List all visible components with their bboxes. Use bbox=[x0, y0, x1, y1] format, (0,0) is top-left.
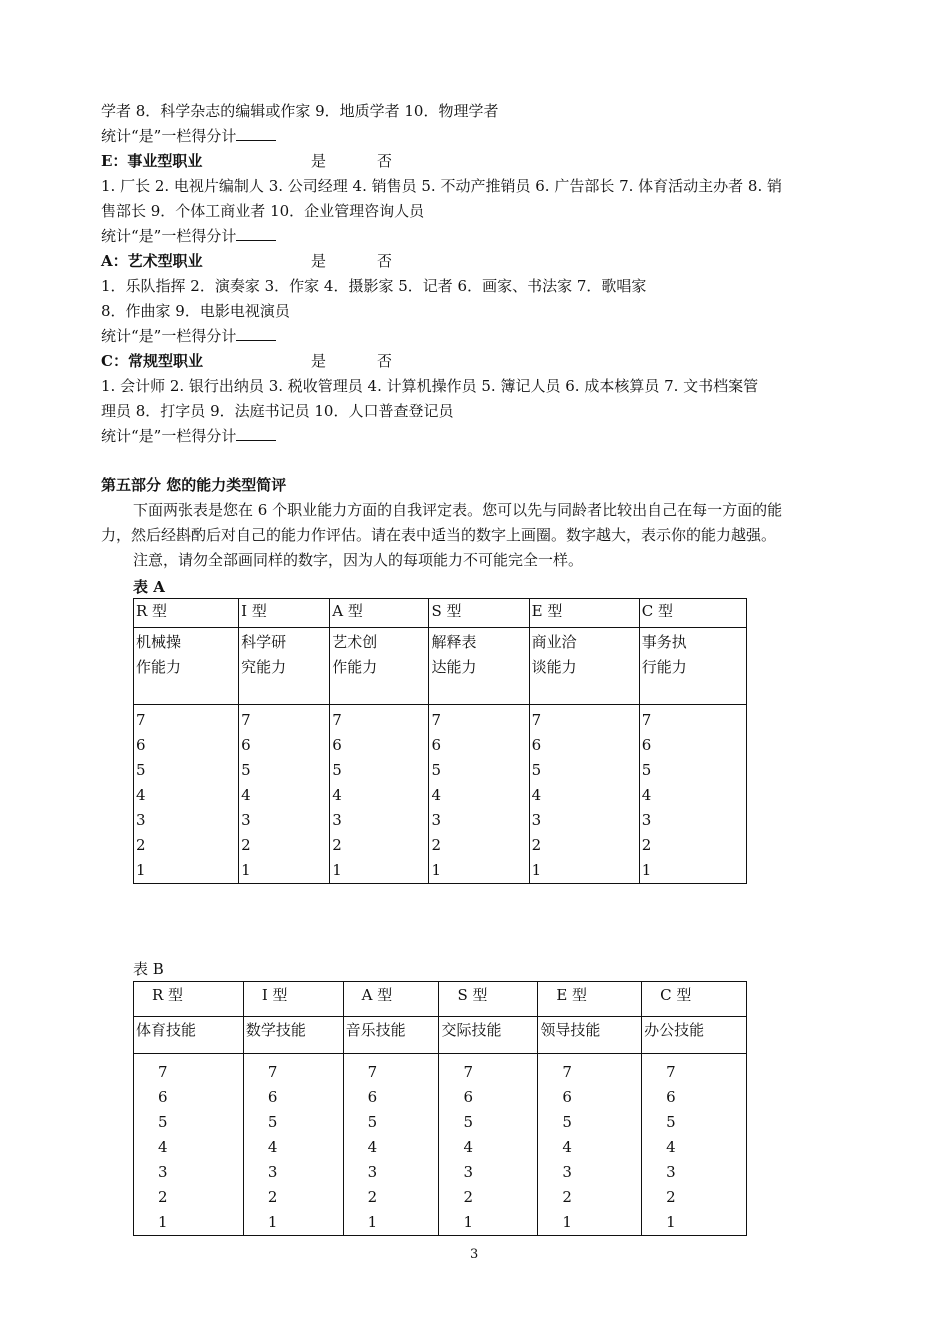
score-option-1[interactable]: 1 bbox=[666, 1213, 676, 1231]
ability-label: 谈能力 bbox=[531, 658, 577, 676]
score-column bbox=[343, 1054, 439, 1236]
score-option-6[interactable]: 6 bbox=[367, 1088, 378, 1106]
ability-cell bbox=[529, 628, 639, 705]
type-header-r: R 型 bbox=[134, 599, 239, 628]
score-option-4[interactable]: 4 bbox=[332, 786, 342, 804]
score-option-3[interactable]: 3 bbox=[431, 811, 441, 829]
score-option-5[interactable]: 5 bbox=[367, 1113, 378, 1131]
part5-title: 第五部分 您的能力类型简评 bbox=[101, 476, 287, 494]
section-title: A：艺术型职业 bbox=[101, 252, 203, 270]
score-option-5[interactable]: 5 bbox=[641, 761, 652, 779]
yes-column-label: 是 bbox=[311, 352, 327, 370]
enterprising-tally-line bbox=[101, 226, 276, 246]
section-title: C：常规型职业 bbox=[101, 352, 203, 370]
score-option-2[interactable]: 2 bbox=[267, 1188, 278, 1206]
score-option-7[interactable]: 7 bbox=[267, 1063, 278, 1081]
score-option-6[interactable]: 6 bbox=[136, 736, 146, 754]
type-header-e: E 型 bbox=[529, 599, 639, 628]
score-option-2[interactable]: 2 bbox=[641, 836, 652, 854]
score-option-4[interactable]: 4 bbox=[531, 786, 542, 804]
score-option-4[interactable]: 4 bbox=[463, 1138, 474, 1156]
score-option-6[interactable]: 6 bbox=[531, 736, 542, 754]
table-row bbox=[134, 1054, 747, 1236]
score-option-4[interactable]: 4 bbox=[367, 1138, 378, 1156]
section-title: E：事业型职业 bbox=[101, 152, 203, 170]
type-header-i: I 型 bbox=[239, 599, 330, 628]
score-option-3[interactable]: 3 bbox=[641, 811, 652, 829]
score-option-5[interactable]: 5 bbox=[158, 1113, 168, 1131]
ability-label: 交际技能 bbox=[439, 1017, 538, 1054]
ability-label: 究能力 bbox=[241, 658, 287, 676]
score-option-3[interactable]: 3 bbox=[666, 1163, 676, 1181]
score-option-5[interactable]: 5 bbox=[666, 1113, 676, 1131]
score-option-1[interactable]: 1 bbox=[431, 861, 441, 879]
score-option-3[interactable]: 3 bbox=[267, 1163, 278, 1181]
score-option-2[interactable]: 2 bbox=[463, 1188, 474, 1206]
score-option-7[interactable]: 7 bbox=[666, 1063, 676, 1081]
score-option-1[interactable]: 1 bbox=[367, 1213, 378, 1231]
score-option-7[interactable]: 7 bbox=[562, 1063, 572, 1081]
type-label: I 型 bbox=[261, 986, 288, 1004]
type-header-e bbox=[538, 982, 642, 1017]
score-blank[interactable] bbox=[236, 426, 276, 441]
score-option-7[interactable]: 7 bbox=[136, 711, 146, 729]
score-option-2[interactable]: 2 bbox=[531, 836, 542, 854]
ability-label: 科学研 bbox=[241, 633, 287, 651]
score-blank[interactable] bbox=[236, 126, 276, 141]
score-option-4[interactable]: 4 bbox=[241, 786, 251, 804]
artistic-tally-line bbox=[101, 326, 276, 346]
type-label: R 型 bbox=[152, 986, 184, 1004]
ability-cell bbox=[134, 628, 239, 705]
ability-label: 办公技能 bbox=[642, 1017, 747, 1054]
score-option-1[interactable]: 1 bbox=[158, 1213, 168, 1231]
occupation-list-line: 8．作曲家 9．电影电视演员 bbox=[101, 302, 290, 320]
score-option-5[interactable]: 5 bbox=[562, 1113, 572, 1131]
score-option-6[interactable]: 6 bbox=[463, 1088, 474, 1106]
no-column-label: 否 bbox=[377, 352, 393, 370]
score-column bbox=[239, 705, 330, 884]
score-option-6[interactable]: 6 bbox=[666, 1088, 676, 1106]
score-option-5[interactable]: 5 bbox=[136, 761, 146, 779]
ability-label: 作能力 bbox=[136, 658, 182, 676]
table-row bbox=[134, 705, 747, 884]
table-row bbox=[134, 1017, 747, 1054]
score-option-2[interactable]: 2 bbox=[241, 836, 251, 854]
ability-label: 音乐技能 bbox=[343, 1017, 439, 1054]
type-header-c: C 型 bbox=[639, 599, 746, 628]
score-option-3[interactable]: 3 bbox=[158, 1163, 168, 1181]
type-header-s bbox=[439, 982, 538, 1017]
score-option-3[interactable]: 3 bbox=[136, 811, 146, 829]
score-option-6[interactable]: 6 bbox=[431, 736, 441, 754]
score-column bbox=[439, 1054, 538, 1236]
type-header-s: S 型 bbox=[429, 599, 529, 628]
score-blank[interactable] bbox=[236, 326, 276, 341]
table-row bbox=[134, 628, 747, 705]
score-option-6[interactable]: 6 bbox=[241, 736, 251, 754]
score-option-3[interactable]: 3 bbox=[531, 811, 542, 829]
ability-cell bbox=[429, 628, 529, 705]
no-column-label: 否 bbox=[377, 152, 393, 170]
score-option-1[interactable]: 1 bbox=[531, 861, 542, 879]
ability-label: 事务执 bbox=[641, 633, 687, 651]
ability-label: 体育技能 bbox=[134, 1017, 244, 1054]
score-option-2[interactable]: 2 bbox=[431, 836, 441, 854]
ability-label: 达能力 bbox=[431, 658, 477, 676]
type-label: S 型 bbox=[457, 986, 488, 1004]
score-option-3[interactable]: 3 bbox=[562, 1163, 572, 1181]
score-option-1[interactable]: 1 bbox=[136, 861, 146, 879]
artistic-heading bbox=[101, 251, 501, 271]
score-option-4[interactable]: 4 bbox=[136, 786, 146, 804]
score-option-5[interactable]: 5 bbox=[241, 761, 251, 779]
score-option-4[interactable]: 4 bbox=[158, 1138, 168, 1156]
score-column bbox=[243, 1054, 343, 1236]
score-column bbox=[642, 1054, 747, 1236]
score-column bbox=[134, 705, 239, 884]
type-label: C 型 bbox=[660, 986, 692, 1004]
score-option-3[interactable]: 3 bbox=[463, 1163, 474, 1181]
score-option-3[interactable]: 3 bbox=[332, 811, 342, 829]
occupation-list-line: 理员 8．打字员 9．法庭书记员 10．人口普查登记员 bbox=[101, 402, 454, 420]
part5-note: 注意，请勿全部画同样的数字，因为人的每项能力不可能完全一样。 bbox=[133, 551, 584, 569]
yes-column-label: 是 bbox=[311, 252, 327, 270]
score-option-6[interactable]: 6 bbox=[641, 736, 652, 754]
ability-cell bbox=[239, 628, 330, 705]
score-column bbox=[134, 1054, 244, 1236]
ability-label: 领导技能 bbox=[538, 1017, 642, 1054]
type-header-r bbox=[134, 982, 244, 1017]
score-option-6[interactable]: 6 bbox=[332, 736, 342, 754]
occupation-list-line: 售部长 9．个体工商业者 10．企业管理咨询人员 bbox=[101, 202, 425, 220]
score-option-1[interactable]: 1 bbox=[463, 1213, 474, 1231]
table-row bbox=[134, 599, 747, 628]
score-option-3[interactable]: 3 bbox=[367, 1163, 378, 1181]
score-option-4[interactable]: 4 bbox=[641, 786, 652, 804]
type-header-c bbox=[642, 982, 747, 1017]
ability-label: 行能力 bbox=[641, 658, 687, 676]
type-label: A 型 bbox=[361, 986, 393, 1004]
score-option-1[interactable]: 1 bbox=[641, 861, 652, 879]
no-column-label: 否 bbox=[377, 252, 393, 270]
tally-label: 统计“是”一栏得分计 bbox=[101, 127, 237, 145]
score-option-4[interactable]: 4 bbox=[431, 786, 441, 804]
yes-column-label: 是 bbox=[311, 152, 327, 170]
score-option-5[interactable]: 5 bbox=[431, 761, 441, 779]
type-header-a: A 型 bbox=[330, 599, 429, 628]
score-option-7[interactable]: 7 bbox=[158, 1063, 168, 1081]
score-blank[interactable] bbox=[236, 226, 276, 241]
conventional-heading bbox=[101, 351, 501, 371]
score-option-6[interactable]: 6 bbox=[562, 1088, 572, 1106]
score-option-7[interactable]: 7 bbox=[241, 711, 251, 729]
score-option-7[interactable]: 7 bbox=[332, 711, 342, 729]
score-column bbox=[639, 705, 746, 884]
score-option-1[interactable]: 1 bbox=[241, 861, 251, 879]
table-b-caption: 表 B bbox=[133, 960, 164, 978]
tally-label: 统计“是”一栏得分计 bbox=[101, 227, 237, 245]
enterprising-heading bbox=[101, 151, 501, 171]
occupation-list-line: 1. 厂长 2. 电视片编制人 3. 公司经理 4. 销售员 5. 不动产推销员 6. 广告部长 7. 体育活动主办者 8. 销 bbox=[101, 177, 783, 195]
score-option-2[interactable]: 2 bbox=[158, 1188, 168, 1206]
page-number: 3 bbox=[470, 1247, 479, 1262]
ability-label: 商业洽 bbox=[531, 633, 577, 651]
ability-cell bbox=[639, 628, 746, 705]
ability-label: 作能力 bbox=[332, 658, 378, 676]
table-a bbox=[133, 598, 747, 884]
type-header-i bbox=[243, 982, 343, 1017]
score-option-5[interactable]: 5 bbox=[463, 1113, 474, 1131]
score-option-2[interactable]: 2 bbox=[666, 1188, 676, 1206]
part5-paragraph-line: 下面两张表是您在 6 个职业能力方面的自我评定表。您可以先与同龄者比较出自己在每一方面的能 bbox=[133, 501, 783, 519]
score-option-5[interactable]: 5 bbox=[267, 1113, 278, 1131]
score-option-5[interactable]: 5 bbox=[531, 761, 542, 779]
score-option-2[interactable]: 2 bbox=[367, 1188, 378, 1206]
table-a-caption: 表 A bbox=[133, 578, 165, 596]
conventional-tally-line bbox=[101, 426, 276, 446]
score-option-1[interactable]: 1 bbox=[332, 861, 342, 879]
investigative-occupations-continuation: 学者 8．科学杂志的编辑或作家 9．地质学者 10．物理学者 bbox=[101, 102, 499, 120]
table-b bbox=[133, 981, 747, 1236]
score-option-2[interactable]: 2 bbox=[332, 836, 342, 854]
score-option-2[interactable]: 2 bbox=[562, 1188, 572, 1206]
score-column bbox=[538, 1054, 642, 1236]
score-option-6[interactable]: 6 bbox=[267, 1088, 278, 1106]
score-option-7[interactable]: 7 bbox=[641, 711, 652, 729]
ability-cell bbox=[330, 628, 429, 705]
score-option-2[interactable]: 2 bbox=[136, 836, 146, 854]
investigative-tally-line bbox=[101, 126, 276, 146]
score-option-4[interactable]: 4 bbox=[562, 1138, 572, 1156]
occupation-list-line: 1．乐队指挥 2．演奏家 3．作家 4．摄影家 5．记者 6．画家、书法家 7．歌唱家 bbox=[101, 277, 647, 295]
score-option-6[interactable]: 6 bbox=[158, 1088, 168, 1106]
ability-label: 数学技能 bbox=[243, 1017, 343, 1054]
occupation-list-line: 1. 会计师 2. 银行出纳员 3. 税收管理员 4. 计算机操作员 5. 簿记人员 6. 成本核算员 7. 文书档案管 bbox=[101, 377, 759, 395]
score-option-5[interactable]: 5 bbox=[332, 761, 342, 779]
score-column bbox=[429, 705, 529, 884]
score-option-7[interactable]: 7 bbox=[431, 711, 441, 729]
score-option-7[interactable]: 7 bbox=[367, 1063, 378, 1081]
score-option-4[interactable]: 4 bbox=[267, 1138, 278, 1156]
type-label: E 型 bbox=[556, 986, 588, 1004]
score-column bbox=[529, 705, 639, 884]
score-option-3[interactable]: 3 bbox=[241, 811, 251, 829]
type-header-a bbox=[343, 982, 439, 1017]
score-option-1[interactable]: 1 bbox=[267, 1213, 278, 1231]
score-option-7[interactable]: 7 bbox=[463, 1063, 474, 1081]
score-option-7[interactable]: 7 bbox=[531, 711, 542, 729]
score-option-1[interactable]: 1 bbox=[562, 1213, 572, 1231]
ability-label: 解释表 bbox=[431, 633, 477, 651]
table-row bbox=[134, 982, 747, 1017]
tally-label: 统计“是”一栏得分计 bbox=[101, 327, 237, 345]
score-column bbox=[330, 705, 429, 884]
ability-label: 机械操 bbox=[136, 633, 182, 651]
score-option-4[interactable]: 4 bbox=[666, 1138, 676, 1156]
ability-label: 艺术创 bbox=[332, 633, 378, 651]
part5-paragraph-line: 力，然后经斟酌后对自己的能力作评估。请在表中适当的数字上画圈。数字越大，表示你的能力越强。 bbox=[101, 526, 777, 544]
tally-label: 统计“是”一栏得分计 bbox=[101, 427, 237, 445]
